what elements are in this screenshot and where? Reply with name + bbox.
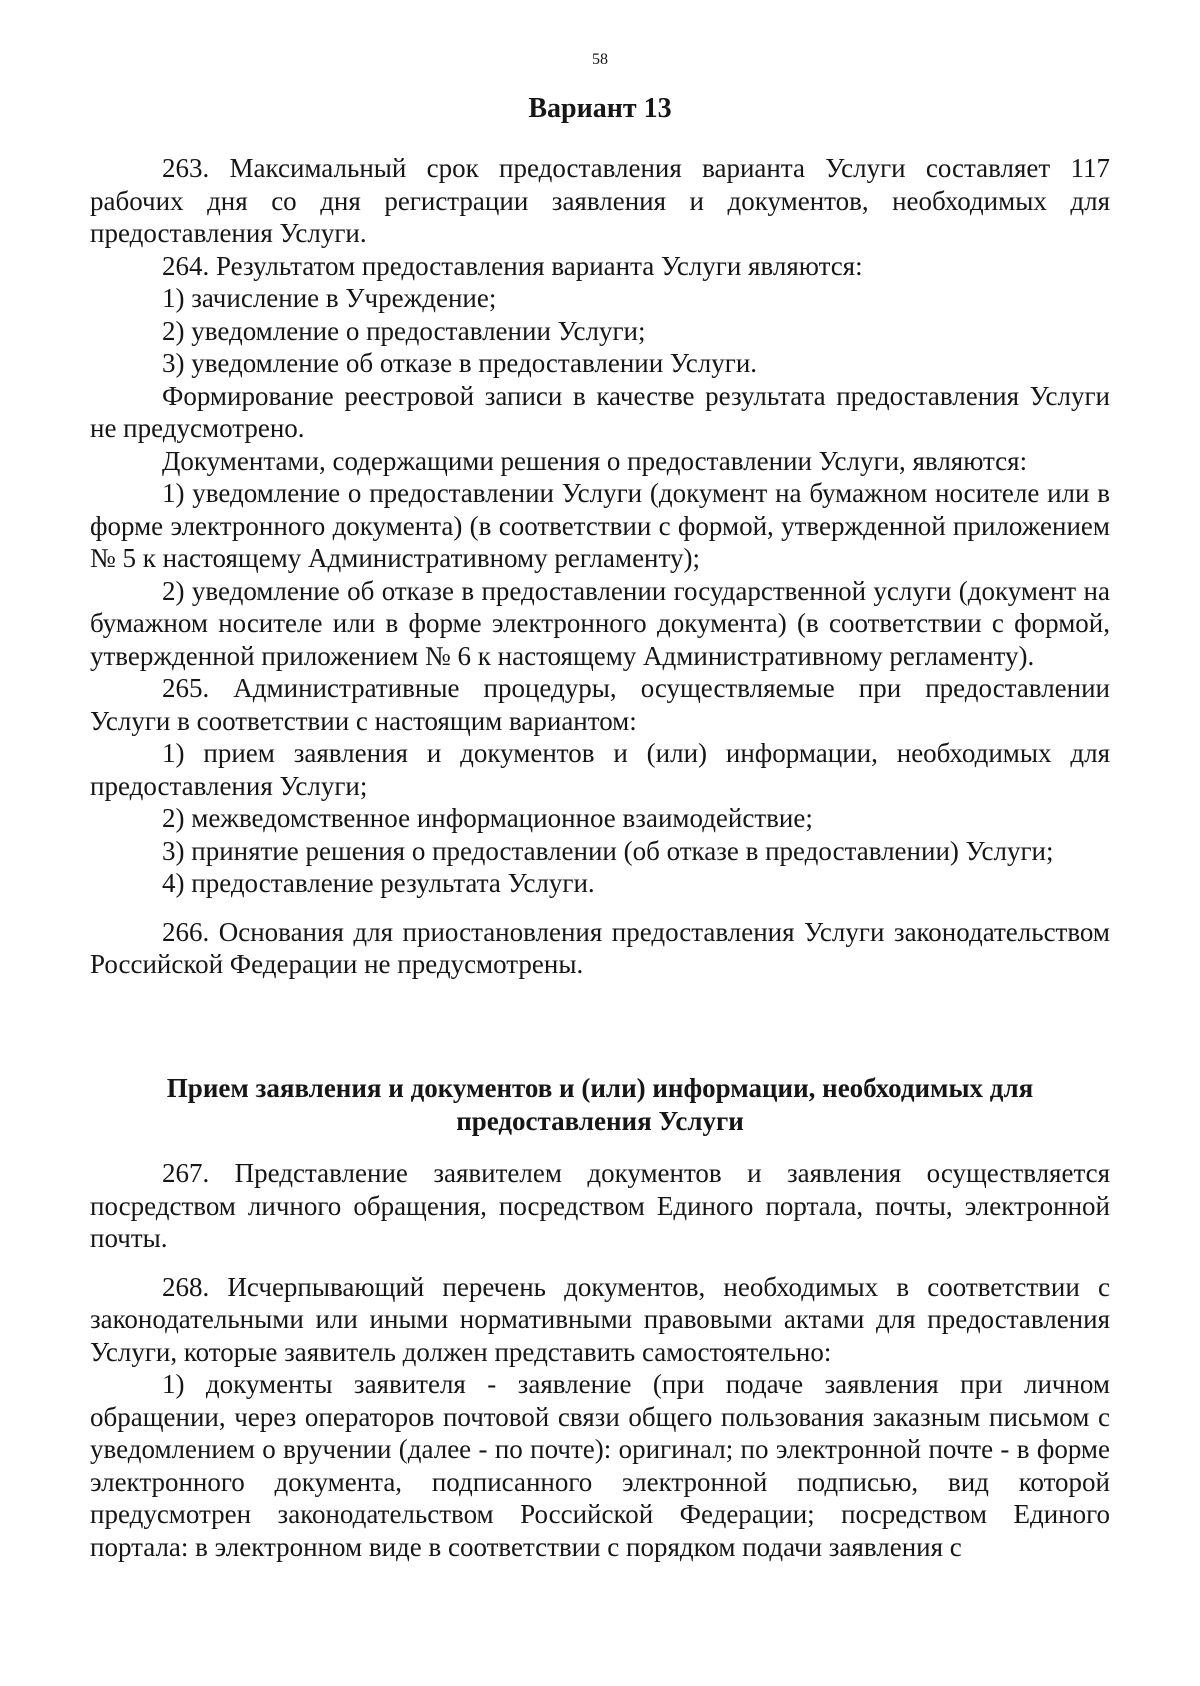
paragraph-265: 265. Административные процедуры, осуществляемые при предоставлении Услуги в соответствии с настоящим вариантом: xyxy=(90,673,1110,736)
reception-section xyxy=(90,1072,1110,1563)
paragraph-263: 263. Максимальный срок предоставления варианта Услуги составляет 117 рабочих дня со дня регистрации заявления и документов, необходимых для предоставления Услуги. xyxy=(90,153,1110,248)
section-heading: Прием заявления и документов и (или) информации, необходимых для предоставления Услуги xyxy=(166,1073,1034,1136)
variant-title: Вариант 13 xyxy=(528,93,672,124)
variant-section xyxy=(90,92,1110,981)
list-item: 3) уведомление об отказе в предоставлении Услуги. xyxy=(162,348,758,378)
list-item: 2) уведомление об отказе в предоставлении государственной услуги (документ на бумажном носителе или в форме электронного документа) (в соответствии с формой, утвержденной приложением № 6 к настоящему Административному регламенту). xyxy=(90,575,1110,671)
paragraph-267: 267. Представление заявителем документов и заявления осуществляется посредством личного обращения, посредством Единого портала, почты, электронной почты. xyxy=(90,1158,1110,1253)
paragraph-268: 268. Исчерпывающий перечень документов, необходимых в соответствии с законодательными или иными нормативными правовыми актами для предоставления Услуги, которые заявитель должен представить самостоятельно: xyxy=(90,1271,1110,1367)
paragraph-264: 264. Результатом предоставления варианта Услуги являются: xyxy=(162,250,863,281)
documents-intro: Документами, содержащими решения о предоставлении Услуги, являются: xyxy=(162,445,1028,476)
paragraph-266: 266. Основания для приостановления предоставления Услуги законодательством Российской Федерации не предусмотрены. xyxy=(90,916,1110,979)
list-item: 1) уведомление о предоставлении Услуги (документ на бумажном носителе или в форме электронного документа) (в соответствии с формой, утвержденной приложением № 5 к настоящему Административному регламенту); xyxy=(90,478,1110,573)
list-item: 1) зачисление в Учреждение; xyxy=(162,283,497,313)
registry-note: Формирование реестровой записи в качестве результата предоставления Услуги не предусмотрено. xyxy=(90,380,1110,443)
list-item: 2) уведомление о предоставлении Услуги; xyxy=(162,315,646,346)
page-number: 58 xyxy=(592,51,608,68)
list-item: 1) прием заявления и документов и (или) информации, необходимых для предоставления Услуги; xyxy=(90,738,1110,801)
list-item: 2) межведомственное информационное взаимодействие; xyxy=(162,803,813,833)
list-item: 4) предоставление результата Услуги. xyxy=(162,868,595,898)
list-item: 1) документы заявителя - заявление (при подаче заявления при личном обращении, через операторов почтовой связи общего пользования заказным письмом с уведомлением о вручении (далее - по почте): оригинал; по электронной почте - в форме электронного документа, подписанного электронной подписью, вид которой предусмотрен законодательством Российской Федерации; посредством Единого портала: в электронном виде в соответствии с порядком подачи заявления с xyxy=(90,1369,1110,1562)
list-item: 3) принятие решения о предоставлении (об отказе в предоставлении) Услуги; xyxy=(162,835,1054,866)
